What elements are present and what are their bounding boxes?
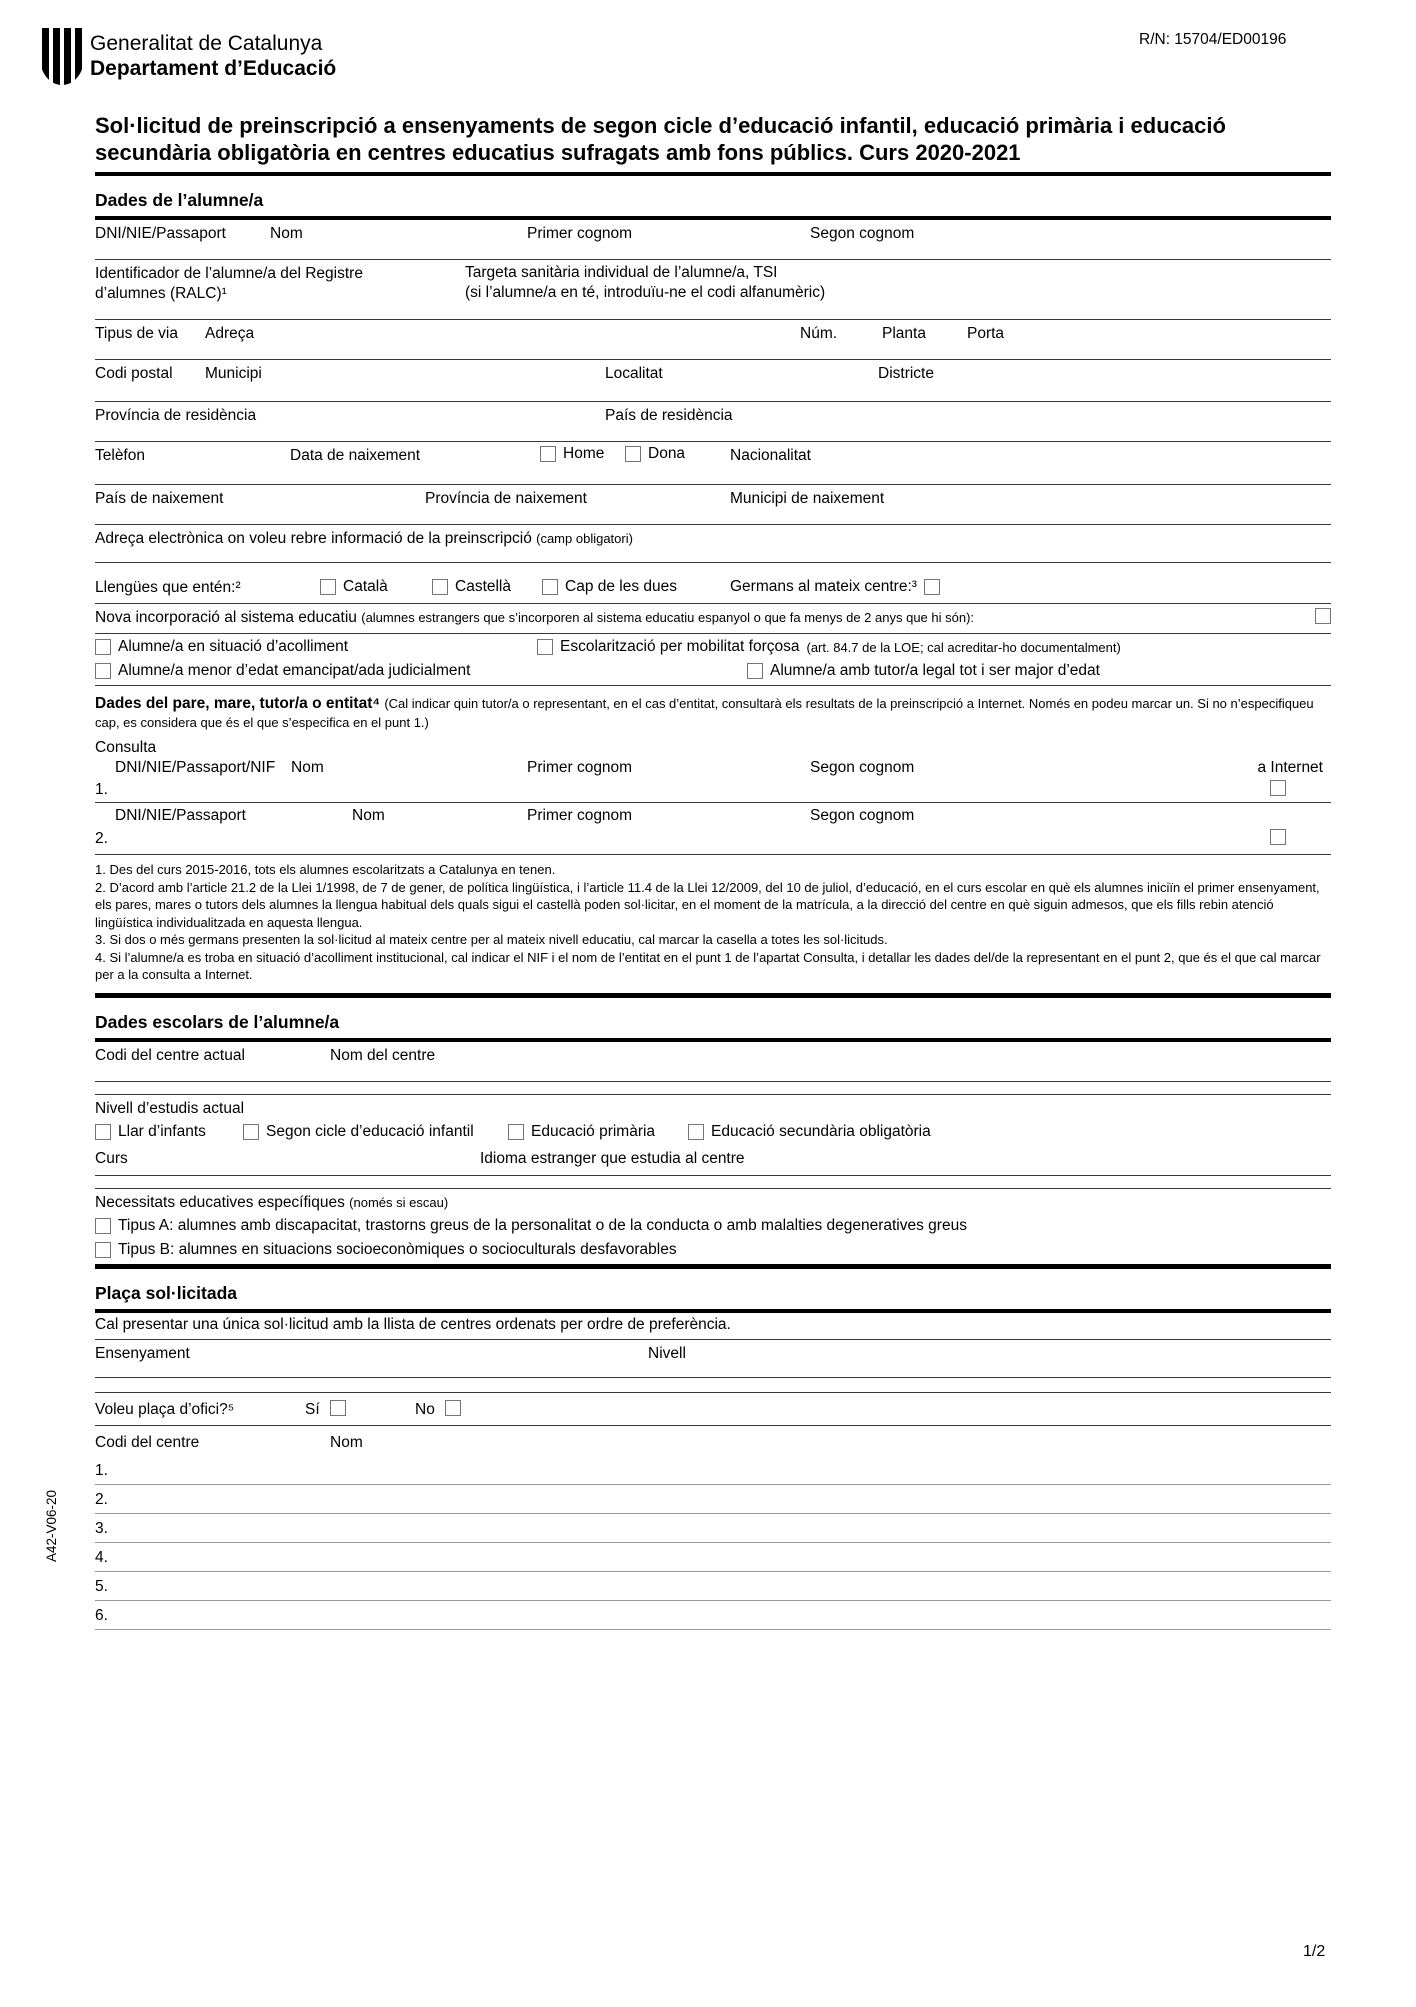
row-postal <box>95 360 1331 402</box>
label-nova-incorporacio <box>95 609 974 627</box>
tipus-b-checkbox[interactable] <box>95 1242 111 1258</box>
centre-line-1[interactable] <box>95 1456 1331 1485</box>
label-email-text: Adreça electrònica on voleu rebre informació de la preinscripció <box>95 530 532 547</box>
label-tutor1-nom: Nom <box>291 759 324 776</box>
castella-option <box>432 578 511 596</box>
tutor1-internet-checkbox[interactable] <box>1270 780 1286 796</box>
label-educacio-secundaria: Educació secundària obligatòria <box>711 1122 931 1140</box>
label-tutor1-num: 1. <box>95 781 108 798</box>
label-ralc: Identificador de l’alumne/a del Registre d’alumnes (RALC)¹ <box>95 265 363 302</box>
label-idioma: Idioma estranger que estudia al centre <box>480 1149 745 1167</box>
label-nova-incorporacio-text: Nova incorporació al sistema educatiu <box>95 609 357 626</box>
label-tutor1-dni: DNI/NIE/Passaport/NIF <box>115 759 276 776</box>
label-tutor2-num: 2. <box>95 830 108 847</box>
page-number: 1/2 <box>1303 1943 1326 1960</box>
educacio-primaria-checkbox[interactable] <box>508 1124 524 1140</box>
section-escolars-heading: Dades escolars de l’alumne/a <box>95 1011 340 1032</box>
acolliment-option <box>95 638 348 656</box>
form-body <box>95 0 1331 1630</box>
mobilitat-option <box>537 638 1121 656</box>
section-placa-heading: Plaça sol·licitada <box>95 1282 238 1303</box>
label-catala: Català <box>343 578 388 595</box>
row-residencia <box>95 402 1331 442</box>
label-consulta: Consulta <box>95 739 157 756</box>
row-ensenyament <box>95 1340 1331 1378</box>
educacio-primaria-option <box>508 1123 655 1141</box>
label-dni: DNI/NIE/Passaport <box>95 225 226 242</box>
section-placa-header <box>95 1282 1331 1313</box>
row-situacions <box>95 634 1331 686</box>
row-codi-nom <box>95 1426 1331 1456</box>
educacio-secundaria-checkbox[interactable] <box>688 1124 704 1140</box>
label-ofici: Voleu plaça d’ofici?⁵ <box>95 1400 235 1418</box>
label-adreca: Adreça <box>205 325 255 342</box>
tipus-a-option <box>95 1217 967 1235</box>
tutors-note: (Cal indicar quin tutor/a o representant, en el cas d’entitat, consultarà els resultats de la preinscripció a Internet. Només en podeu marcar un. Si no n’especifiqueu cap, es considera que és el que s’especifica en el punt 1.) <box>95 696 1314 730</box>
segon-cicle-option <box>243 1123 474 1141</box>
tutors-heading: Dades del pare, mare, tutor/a o entitat⁴ <box>95 695 381 712</box>
label-data-naixement: Data de naixement <box>290 447 421 464</box>
label-num: Núm. <box>800 325 838 342</box>
label-ensenyament: Ensenyament <box>95 1344 190 1362</box>
label-nivell-estudis: Nivell d’estudis actual <box>95 1099 245 1117</box>
cap-de-les-dues-option <box>542 578 677 596</box>
label-provincia-naixement: Província de naixement <box>425 490 587 507</box>
label-tipus-via: Tipus de via <box>95 325 178 342</box>
cap-de-les-dues-checkbox[interactable] <box>542 579 558 595</box>
label-germans: Germans al mateix centre:³ <box>730 578 917 595</box>
label-tutor-major: Alumne/a amb tutor/a legal tot i ser major d’edat <box>770 662 1100 679</box>
department-name: Departament d’Educació <box>90 57 337 80</box>
sexe-home-option <box>540 445 604 463</box>
emancipat-checkbox[interactable] <box>95 663 111 679</box>
org-name: Generalitat de Catalunya <box>90 32 323 55</box>
mobilitat-checkbox[interactable] <box>537 639 553 655</box>
label-nacionalitat: Nacionalitat <box>730 447 811 464</box>
label-localitat: Localitat <box>605 365 663 382</box>
ofici-si-checkbox[interactable] <box>330 1400 346 1416</box>
row-email <box>95 525 1331 563</box>
block-necessitats <box>95 1188 1331 1264</box>
label-primer-cognom: Primer cognom <box>527 225 633 242</box>
row-identity <box>95 220 1331 260</box>
row-tutor-2 <box>95 803 1331 855</box>
label-tsi-note: (si l’alumne/a en té, introduïu-ne el codi alfanumèric) <box>465 284 826 301</box>
germans-checkbox[interactable] <box>924 579 940 595</box>
nova-incorporacio-checkbox[interactable] <box>1315 608 1331 624</box>
row-instruccio <box>95 1313 1331 1340</box>
emancipat-option <box>95 662 470 680</box>
label-pais-naixement: País de naixement <box>95 490 224 507</box>
label-tutor1-segon-cognom: Segon cognom <box>810 759 915 776</box>
tutors-intro <box>95 686 1331 737</box>
centre-line-3[interactable] <box>95 1514 1331 1543</box>
label-tutor2-segon-cognom: Segon cognom <box>810 807 915 824</box>
footnote-4: 4. Si l’alumne/a es troba en situació d’acolliment institucional, cal indicar el NIF i el nom de l’entitat en el punt 1 de l’apartat Consulta, i detallar les dades del/de la representant en el punt 2, que és el que cal marcar per a la consulta a Internet. <box>95 949 1321 982</box>
segon-cicle-checkbox[interactable] <box>243 1124 259 1140</box>
label-provincia-residencia: Província de residència <box>95 407 257 424</box>
line-number-1: 1. <box>95 1461 108 1479</box>
label-codi-postal: Codi postal <box>95 365 173 382</box>
section-alumne-header <box>95 189 1331 220</box>
catala-checkbox[interactable] <box>320 579 336 595</box>
form-code: A42-V06-20 <box>44 1489 59 1562</box>
footnote-3: 3. Si dos o més germans presenten la sol·licitud al mateix centre per al mateix nivell educatiu, cal marcar la casella a totes les sol·licituds. <box>95 932 888 947</box>
row-tutor-1 <box>95 737 1331 803</box>
footnotes <box>95 855 1331 993</box>
label-emancipat: Alumne/a menor d’edat emancipat/ada judicialment <box>118 662 471 679</box>
line-number-3: 3. <box>95 1519 108 1537</box>
castella-checkbox[interactable] <box>432 579 448 595</box>
label-tutor2-primer-cognom: Primer cognom <box>527 807 633 824</box>
germans-option <box>730 578 940 596</box>
centre-line-5[interactable] <box>95 1572 1331 1601</box>
label-acolliment: Alumne/a en situació d’acolliment <box>118 638 349 655</box>
tipus-a-checkbox[interactable] <box>95 1218 111 1234</box>
tutor-major-checkbox[interactable] <box>747 663 763 679</box>
label-nom-centre: Nom <box>330 1433 363 1451</box>
row-llengues <box>95 576 1331 604</box>
row-naixement <box>95 485 1331 525</box>
label-tipus-a: Tipus A: alumnes amb discapacitat, trastorns greus de la personalitat o de la conducta o amb malalties degeneratives greus <box>118 1216 967 1234</box>
line-number-6: 6. <box>95 1606 108 1624</box>
footnote-2: 2. D’acord amb l’article 21.2 de la Llei 1/1998, de 7 de gener, de política lingüística, i l’article 11.4 de la Llei 12/2009, del 10 de juliol, d’educació, en el curs escolar en què els alumnes iniciïn el primer ensenyament, els pares, mares o tutors dels alumnes la llengua habitual dels quals sigui el castellà poden sol·licitar, en el moment de la matrícula, a la direcció del centre en què siguin admesos, que els fills rebin atenció lingüística individualitzada en aquesta llengua. <box>95 879 1320 930</box>
label-nova-incorporacio-note: (alumnes estrangers que s’incorporen al sistema educatiu espanyol o que fa menys de 2 anys que hi són): <box>361 610 975 625</box>
row-nova-incorporacio <box>95 604 1331 634</box>
label-instruccio: Cal presentar una única sol·licitud amb la llista de centres ordenats per ordre de preferència. <box>95 1315 731 1333</box>
acolliment-checkbox[interactable] <box>95 639 111 655</box>
label-nom: Nom <box>270 225 303 242</box>
label-municipi: Municipi <box>205 365 262 382</box>
generalitat-logo <box>40 28 84 86</box>
section-alumne-heading: Dades de l’alumne/a <box>95 190 264 210</box>
label-necessitats-note: (només si escau) <box>349 1194 449 1210</box>
label-tutor2-nom: Nom <box>352 807 385 824</box>
label-home: Home <box>563 445 605 462</box>
label-educacio-primaria: Educació primària <box>531 1122 656 1140</box>
label-nivell: Nivell <box>648 1344 686 1362</box>
label-telefon: Telèfon <box>95 447 145 464</box>
label-municipi-naixement: Municipi de naixement <box>730 490 885 507</box>
label-codi-centre-actual: Codi del centre actual <box>95 1046 245 1064</box>
line-number-5: 5. <box>95 1577 108 1595</box>
label-pais-residencia: País de residència <box>605 407 733 424</box>
tutor2-internet-checkbox[interactable] <box>1270 829 1286 845</box>
label-planta: Planta <box>882 325 926 342</box>
reference-number: R/N: 15704/ED00196 <box>1139 31 1287 48</box>
label-tsi: Targeta sanitària individual de l’alumne/a, TSI <box>465 264 778 281</box>
label-email <box>95 530 633 548</box>
centre-line-6[interactable] <box>95 1601 1331 1630</box>
section-divider <box>95 993 1331 998</box>
llar-infants-option <box>95 1123 206 1141</box>
label-tutor1-primer-cognom: Primer cognom <box>527 759 633 776</box>
centre-line-4[interactable] <box>95 1543 1331 1572</box>
senyera-shield-icon <box>40 28 84 86</box>
ofici-no-checkbox[interactable] <box>445 1400 461 1416</box>
label-necessitats <box>95 1194 448 1212</box>
line-number-2: 2. <box>95 1490 108 1508</box>
label-necessitats-text: Necessitats educatives específiques <box>95 1193 345 1211</box>
label-a-internet: a Internet <box>1257 759 1323 776</box>
label-tutor2-dni: DNI/NIE/Passaport <box>115 807 246 824</box>
label-llengues: Llengües que entén:² <box>95 579 241 596</box>
label-cap-de-les-dues: Cap de les dues <box>565 578 678 595</box>
section-escolars-header <box>95 1011 1331 1042</box>
label-email-note: (camp obligatori) <box>536 531 633 546</box>
section-divider <box>95 1264 1331 1269</box>
tutor-major-option <box>747 662 1100 680</box>
label-codi-centre: Codi del centre <box>95 1433 200 1451</box>
row-telefon-naixement <box>95 442 1331 485</box>
label-dona: Dona <box>648 445 686 462</box>
label-mobilitat-note: (art. 84.7 de la LOE; cal acreditar-ho documentalment) <box>806 639 1121 655</box>
label-si: Sí <box>305 1400 320 1418</box>
line-number-4: 4. <box>95 1548 108 1566</box>
label-castella: Castellà <box>455 578 511 595</box>
home-checkbox[interactable] <box>540 446 556 462</box>
row-ralc-tsi <box>95 260 1331 320</box>
label-porta: Porta <box>967 325 1005 342</box>
label-segon-cognom: Segon cognom <box>810 225 915 242</box>
footnote-1: 1. Des del curs 2015-2016, tots els alumnes escolaritzats a Catalunya en tenen. <box>95 862 556 877</box>
label-tipus-b: Tipus B: alumnes en situacions socioeconòmiques o socioculturals desfavorables <box>118 1240 677 1258</box>
label-no: No <box>415 1400 435 1418</box>
row-ofici <box>95 1392 1331 1426</box>
form-title: Sol·licitud de preinscripció a ensenyaments de segon cicle d’educació infantil, educació primària i educació secundària obligatòria en centres educatius sufragats amb fons públics. Curs 2020-2021 <box>95 113 1226 165</box>
block-nivell-estudis <box>95 1094 1331 1176</box>
row-centre-actual <box>95 1042 1331 1082</box>
catala-option <box>320 578 388 596</box>
dona-checkbox[interactable] <box>625 446 641 462</box>
label-segon-cicle: Segon cicle d’educació infantil <box>266 1122 474 1140</box>
llar-infants-checkbox[interactable] <box>95 1124 111 1140</box>
label-mobilitat: Escolarització per mobilitat forçosa <box>560 638 800 655</box>
title-divider <box>95 172 1331 176</box>
sexe-dona-option <box>625 445 685 463</box>
label-curs: Curs <box>95 1149 128 1167</box>
label-nom-del-centre: Nom del centre <box>330 1046 436 1064</box>
label-llar-infants: Llar d’infants <box>118 1122 206 1140</box>
centre-line-2[interactable] <box>95 1485 1331 1514</box>
row-address <box>95 320 1331 360</box>
tipus-b-option <box>95 1241 677 1259</box>
educacio-secundaria-option <box>688 1123 931 1141</box>
label-districte: Districte <box>878 365 934 382</box>
